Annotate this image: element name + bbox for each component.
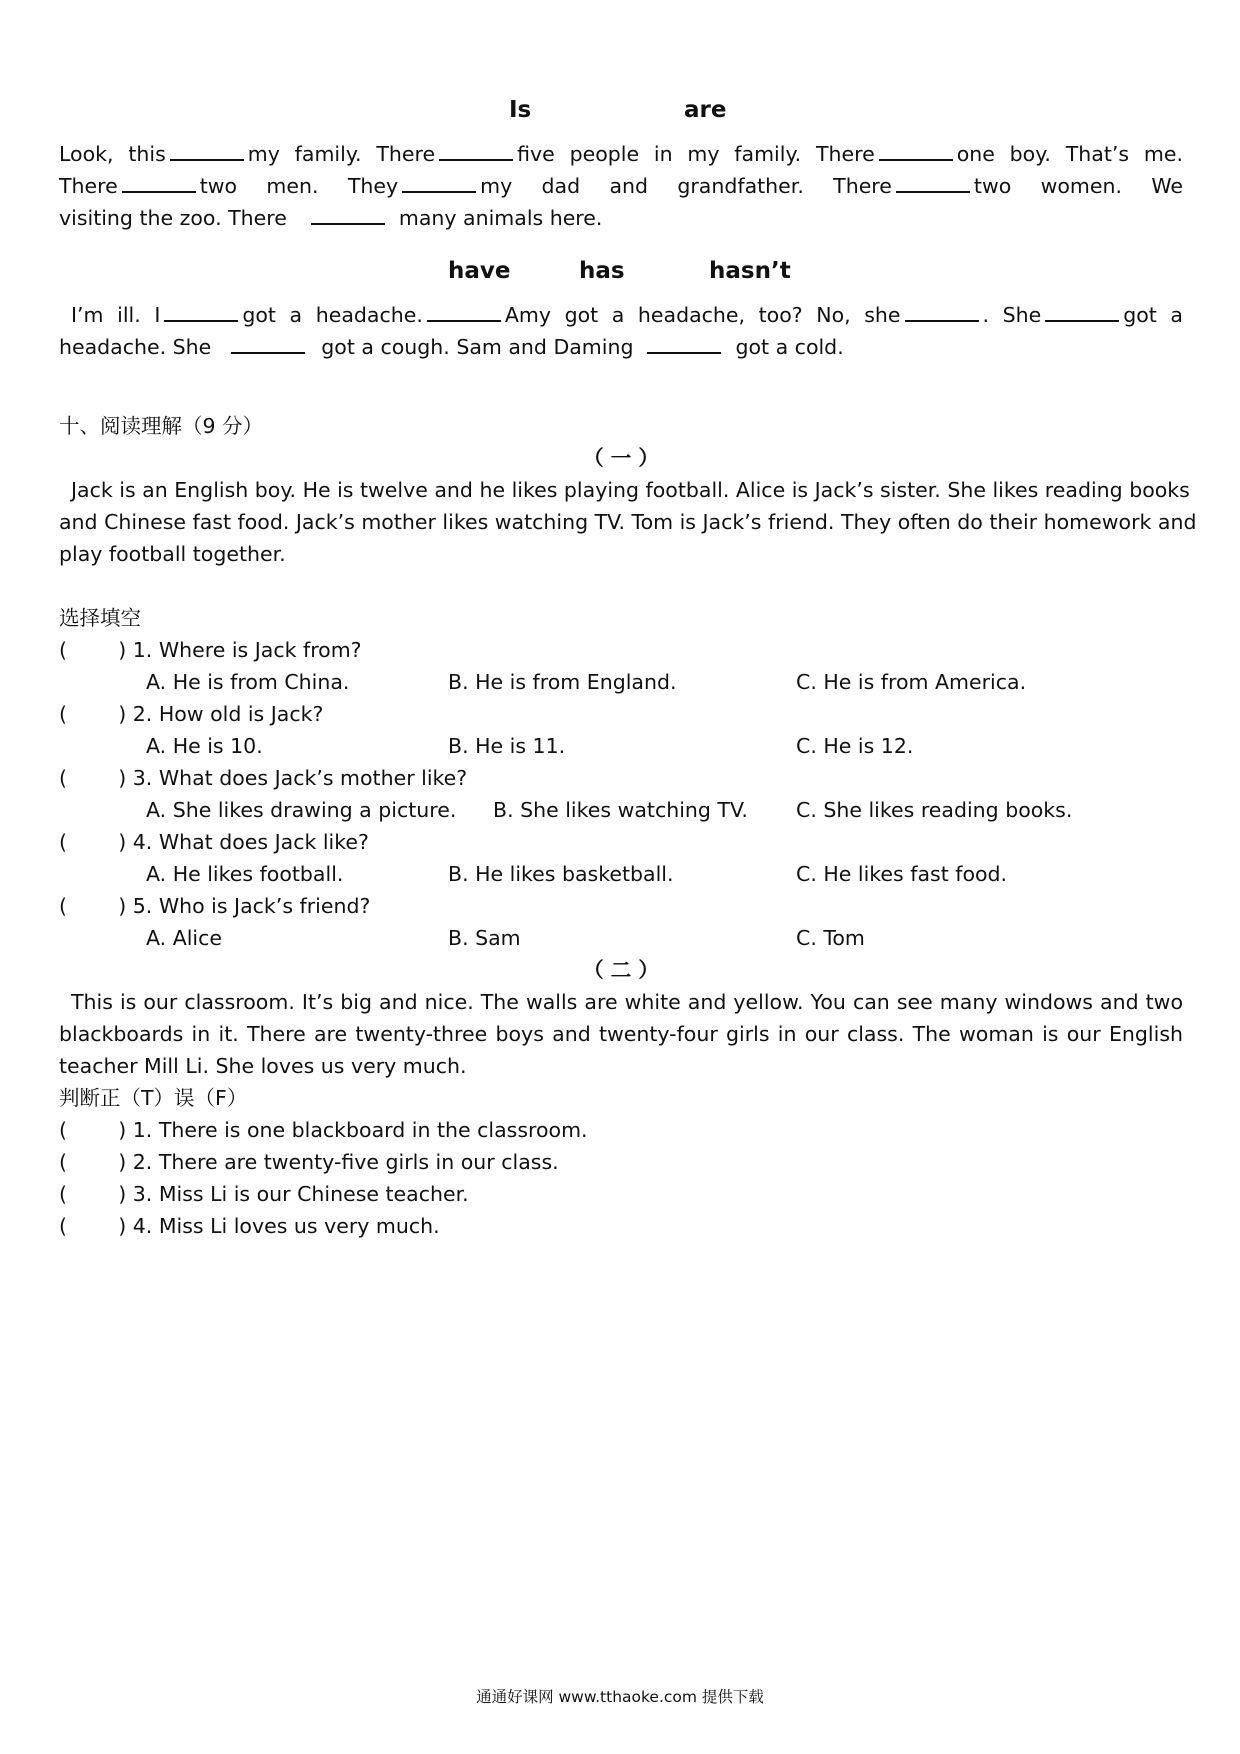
option-b[interactable]: B. He is from England.: [448, 670, 677, 694]
answer-blank[interactable]: [231, 332, 305, 354]
answer-blank[interactable]: [647, 332, 721, 354]
option-b[interactable]: B. She likes watching TV.: [493, 798, 748, 822]
option-b[interactable]: B. He is 11.: [448, 734, 566, 758]
answer-blank[interactable]: [896, 171, 970, 193]
passage-line: and Chinese fast food. Jack’s mother likes watching TV. Tom is Jack’s friend. They often do their homework and: [59, 510, 1197, 534]
option-a[interactable]: A. He is 10.: [146, 734, 263, 758]
footer-source: 通通好课网 www.tthaoke.com 提供下载: [476, 1688, 764, 1706]
question: ( ) 4. What does Jack like?: [59, 830, 369, 854]
fill-text: got a: [1123, 303, 1183, 327]
answer-blank[interactable]: [311, 203, 385, 225]
option-c[interactable]: C. She likes reading books.: [796, 798, 1073, 822]
option-b[interactable]: B. Sam: [448, 926, 521, 950]
passage-line: teacher Mill Li. She loves us very much.: [59, 1054, 467, 1078]
fill-text: five people in my family. There: [517, 142, 875, 166]
wordbank-word: has: [579, 258, 625, 284]
fill-text: two men. They: [199, 174, 399, 198]
wordbank-word: Is: [509, 97, 532, 123]
answer-blank[interactable]: [164, 300, 238, 322]
option-a[interactable]: A. He is from China.: [146, 670, 350, 694]
task-label: 判断正（T）误（F）: [59, 1086, 248, 1110]
passage-line: play football together.: [59, 542, 286, 566]
question: ( ) 2. How old is Jack?: [59, 702, 324, 726]
passage-line: This is our classroom. It’s big and nice. The walls are white and yellow. You can see many windows and two: [71, 990, 1183, 1014]
fill-text: visiting the zoo. There: [59, 206, 287, 230]
answer-blank[interactable]: [905, 300, 979, 322]
question: ( ) 3. What does Jack’s mother like?: [59, 766, 468, 790]
fill-text: There: [59, 174, 118, 198]
answer-blank[interactable]: [170, 139, 244, 161]
option-c[interactable]: C. He is from America.: [796, 670, 1027, 694]
fill-text: . She: [982, 303, 1042, 327]
wordbank-word: have: [448, 258, 511, 284]
option-b[interactable]: B. He likes basketball.: [448, 862, 674, 886]
wordbank-word: are: [684, 97, 727, 123]
answer-blank[interactable]: [402, 171, 476, 193]
fill-line: [71, 299, 1183, 331]
fill-text: got a cough. Sam and Daming: [321, 335, 634, 359]
fill-line: [59, 202, 602, 234]
fill-text: I’m ill. I: [71, 303, 161, 327]
fill-text: one boy. That’s me.: [956, 142, 1183, 166]
wordbank-word: hasn’t: [709, 258, 791, 284]
option-c[interactable]: C. He likes fast food.: [796, 862, 1008, 886]
option-c[interactable]: C. Tom: [796, 926, 865, 950]
option-a[interactable]: A. Alice: [146, 926, 222, 950]
answer-blank[interactable]: [879, 139, 953, 161]
fill-text: two women. We: [973, 174, 1183, 198]
statement: ( ) 2. There are twenty-five girls in our class.: [59, 1150, 559, 1174]
question: ( ) 1. Where is Jack from?: [59, 638, 362, 662]
fill-text: headache. She: [59, 335, 212, 359]
passage-label: （ 一 ）: [583, 446, 659, 470]
passage-line: blackboards in it. There are twenty-three boys and twenty-four girls in our class. The woman is our English: [59, 1022, 1183, 1046]
statement: ( ) 4. Miss Li loves us very much.: [59, 1214, 440, 1238]
fill-line: [59, 331, 844, 363]
statement: ( ) 3. Miss Li is our Chinese teacher.: [59, 1182, 469, 1206]
passage-line: Jack is an English boy. He is twelve and he likes playing football. Alice is Jack’s sister. She likes reading books: [71, 478, 1190, 502]
question: ( ) 5. Who is Jack’s friend?: [59, 894, 371, 918]
fill-text: got a cold.: [735, 335, 844, 359]
option-c[interactable]: C. He is 12.: [796, 734, 914, 758]
fill-text: Look, this: [59, 142, 166, 166]
option-a[interactable]: A. She likes drawing a picture.: [146, 798, 457, 822]
fill-line: [59, 170, 1183, 202]
passage-label: （ 二 ）: [583, 958, 659, 982]
section-title: 十、阅读理解（9 分）: [59, 414, 264, 438]
statement: ( ) 1. There is one blackboard in the classroom.: [59, 1118, 588, 1142]
fill-line: [59, 138, 1183, 170]
answer-blank[interactable]: [122, 171, 196, 193]
fill-text: my dad and grandfather. There: [480, 174, 892, 198]
fill-text: my family. There: [247, 142, 436, 166]
fill-text: many animals here.: [398, 206, 603, 230]
task-label: 选择填空: [59, 606, 141, 630]
answer-blank[interactable]: [439, 139, 513, 161]
fill-text: got a headache.: [242, 303, 423, 327]
fill-text: Amy got a headache, too? No, she: [504, 303, 901, 327]
option-a[interactable]: A. He likes football.: [146, 862, 344, 886]
answer-blank[interactable]: [1045, 300, 1119, 322]
answer-blank[interactable]: [427, 300, 501, 322]
